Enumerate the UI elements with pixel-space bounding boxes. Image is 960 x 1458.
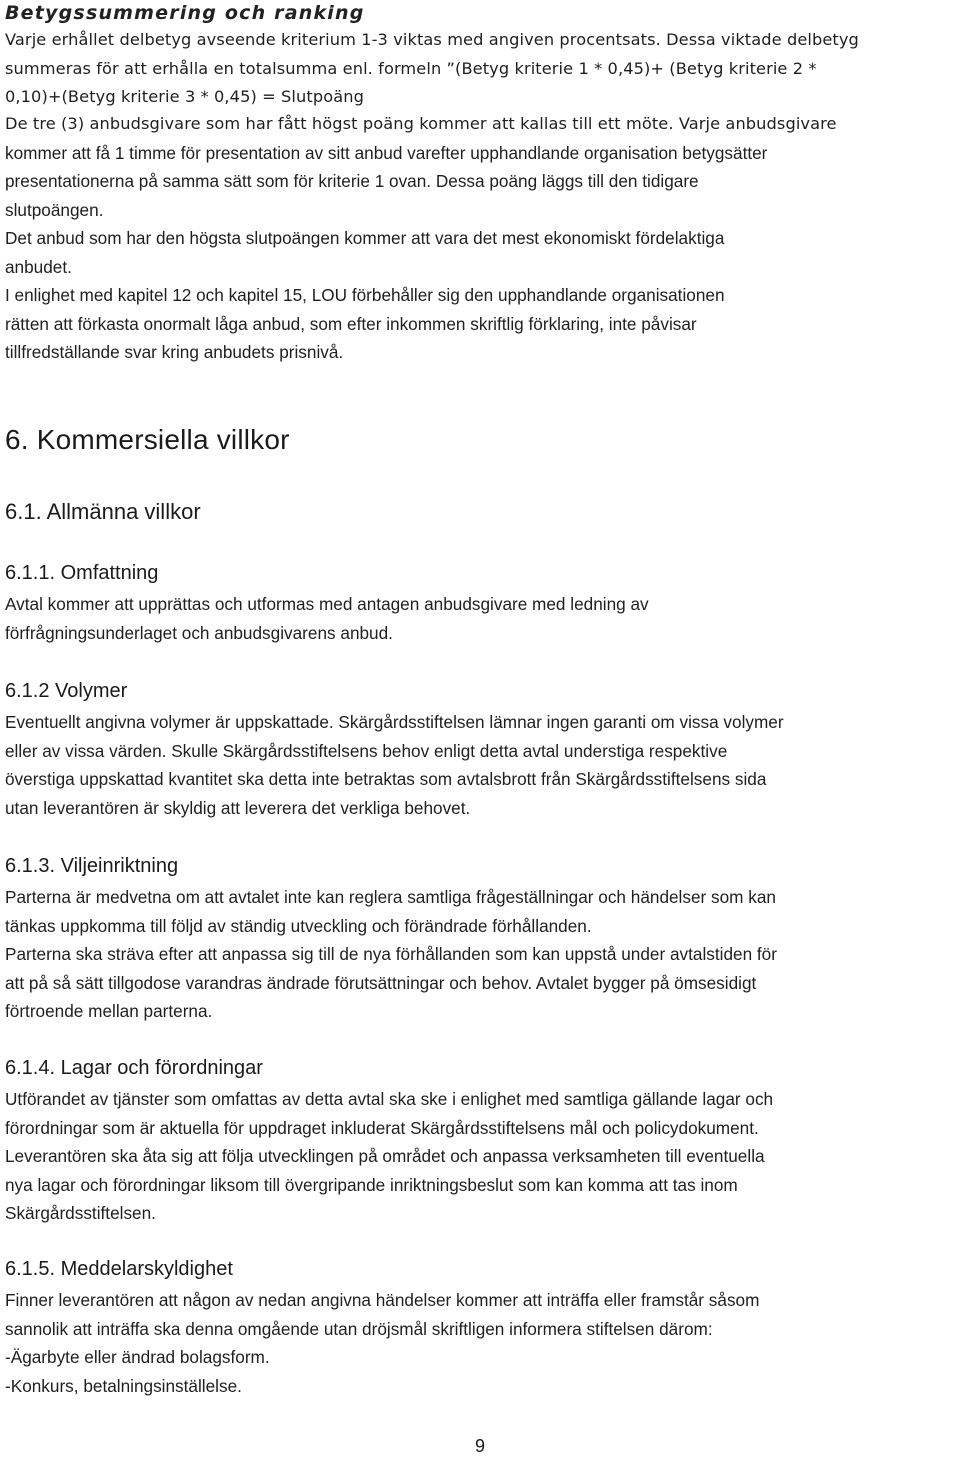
text-line: Skärgårdsstiftelsen.	[5, 1203, 156, 1224]
text-line: Det anbud som har den högsta slutpoängen kommer att vara det mest ekonomiskt fördelaktiga	[5, 228, 725, 248]
text-line: eller av vissa värden. Skulle Skärgårdsstiftelsens behov enligt detta avtal understiga respektive	[5, 740, 728, 761]
paragraph-intent	[5, 883, 955, 1026]
subsection-title-volumes: 6.1.2 Volymer	[5, 680, 128, 702]
text-line: utan leverantören är skyldig att leverera det verkliga behovet.	[5, 797, 471, 818]
text-line: anbudet.	[5, 256, 72, 277]
text-line: att på så sätt tillgodose varandras ändrade förutsättningar och behov. Avtalet bygger på ömsesidigt	[5, 972, 757, 993]
text-line: summeras för att erhålla en totalsumma enl. formeln ”(Betyg kriterie 1 * 0,45)+ (Betyg kriterie 2 *	[5, 58, 817, 78]
text-line: överstiga uppskattad kvantitet ska detta inte betraktas som avtalsbrott från Skärgårdsstiftelsens sida	[5, 769, 767, 790]
text-line: De tre (3) anbudsgivare som har fått högst poäng kommer att kallas till ett möte. Varje anbudsgivare	[5, 114, 837, 133]
text-line: förordningar som är aktuella för uppdraget inkluderat Skärgårdsstiftelsens mål och policydokument.	[5, 1117, 759, 1138]
text-line: förfrågningsunderlaget och anbudsgivarens anbud.	[5, 622, 393, 643]
text-line: Utförandet av tjänster som omfattas av detta avtal ska ske i enlighet med samtliga gällande lagar och	[5, 1089, 774, 1109]
subsection-title-notification: 6.1.5. Meddelarskyldighet	[5, 1258, 233, 1280]
subsection-title-laws: 6.1.4. Lagar och förordningar	[5, 1057, 263, 1079]
text-line: tillfredställande svar kring anbudets prisnivå.	[5, 342, 344, 363]
heading-ranking: Betygssummering och ranking	[5, 2, 365, 24]
text-line: tänkas uppkomma till följd av ständig utveckling och förändrade förhållanden.	[5, 915, 592, 936]
subsection-title-intent: 6.1.3. Viljeinriktning	[5, 855, 179, 877]
paragraph-meeting	[5, 110, 955, 224]
paragraph-laws	[5, 1085, 955, 1228]
text-line: Varje erhållet delbetyg avseende kriterium 1-3 viktas med angiven procentsats. Dessa viktade delbetyg	[5, 30, 859, 49]
text-line: Parterna ska sträva efter att anpassa sig till de nya förhållanden som kan uppstå under avtalstiden för	[5, 944, 777, 965]
paragraph-scope	[5, 590, 955, 647]
subsection-title-scope: 6.1.1. Omfattning	[5, 562, 159, 584]
text-line: presentationerna på samma sätt som för kriterie 1 ovan. Dessa poäng läggs till den tidigare	[5, 171, 699, 192]
text-line: I enlighet med kapitel 12 och kapitel 15, LOU förbehåller sig den upphandlande organisationen	[5, 285, 725, 305]
page-number: 9	[474, 1436, 485, 1456]
text-line: förtroende mellan parterna.	[5, 1001, 213, 1022]
paragraph-abnormal-bids	[5, 281, 955, 367]
subsection-title-general-terms: 6.1. Allmänna villkor	[5, 499, 201, 524]
text-line: Parterna är medvetna om att avtalet inte kan reglera samtliga frågeställningar och händelser som kan	[5, 887, 776, 907]
paragraph-weighting	[5, 26, 955, 112]
text-line: sannolik att inträffa ska denna omgående utan dröjsmål skriftligen informera stiftelsen därom:	[5, 1318, 713, 1339]
text-line: -Ägarbyte eller ändrad bolagsform.	[5, 1347, 270, 1368]
text-line: -Konkurs, betalningsinställelse.	[5, 1375, 242, 1396]
text-line: Leverantören ska åta sig att följa utvecklingen på området och anpassa verksamheten till eventuella	[5, 1146, 765, 1167]
text-line: Avtal kommer att upprättas och utformas med antagen anbudsgivare med ledning av	[5, 594, 649, 614]
paragraph-notification	[5, 1286, 955, 1400]
paragraph-volumes	[5, 708, 955, 822]
text-line: kommer att få 1 timme för presentation av sitt anbud varefter upphandlande organisation betygsätter	[5, 142, 768, 163]
text-line: slutpoängen.	[5, 199, 104, 220]
section-title-commercial-terms: 6. Kommersiella villkor	[5, 424, 290, 455]
text-line: nya lagar och förordningar liksom till övergripande inriktningsbeslut som kan komma att tas inom	[5, 1174, 738, 1195]
text-line: rätten att förkasta onormalt låga anbud, som efter inkommen skriftlig förklaring, inte påvisar	[5, 313, 697, 334]
text-line: 0,10)+(Betyg kriterie 3 * 0,45) = Slutpoäng	[5, 87, 364, 107]
text-line: Eventuellt angivna volymer är uppskattade. Skärgårdsstiftelsen lämnar ingen garanti om vissa volymer	[5, 712, 784, 732]
paragraph-highest-score	[5, 224, 955, 281]
text-line: Finner leverantören att någon av nedan angivna händelser kommer att inträffa eller framstår såsom	[5, 1290, 760, 1310]
